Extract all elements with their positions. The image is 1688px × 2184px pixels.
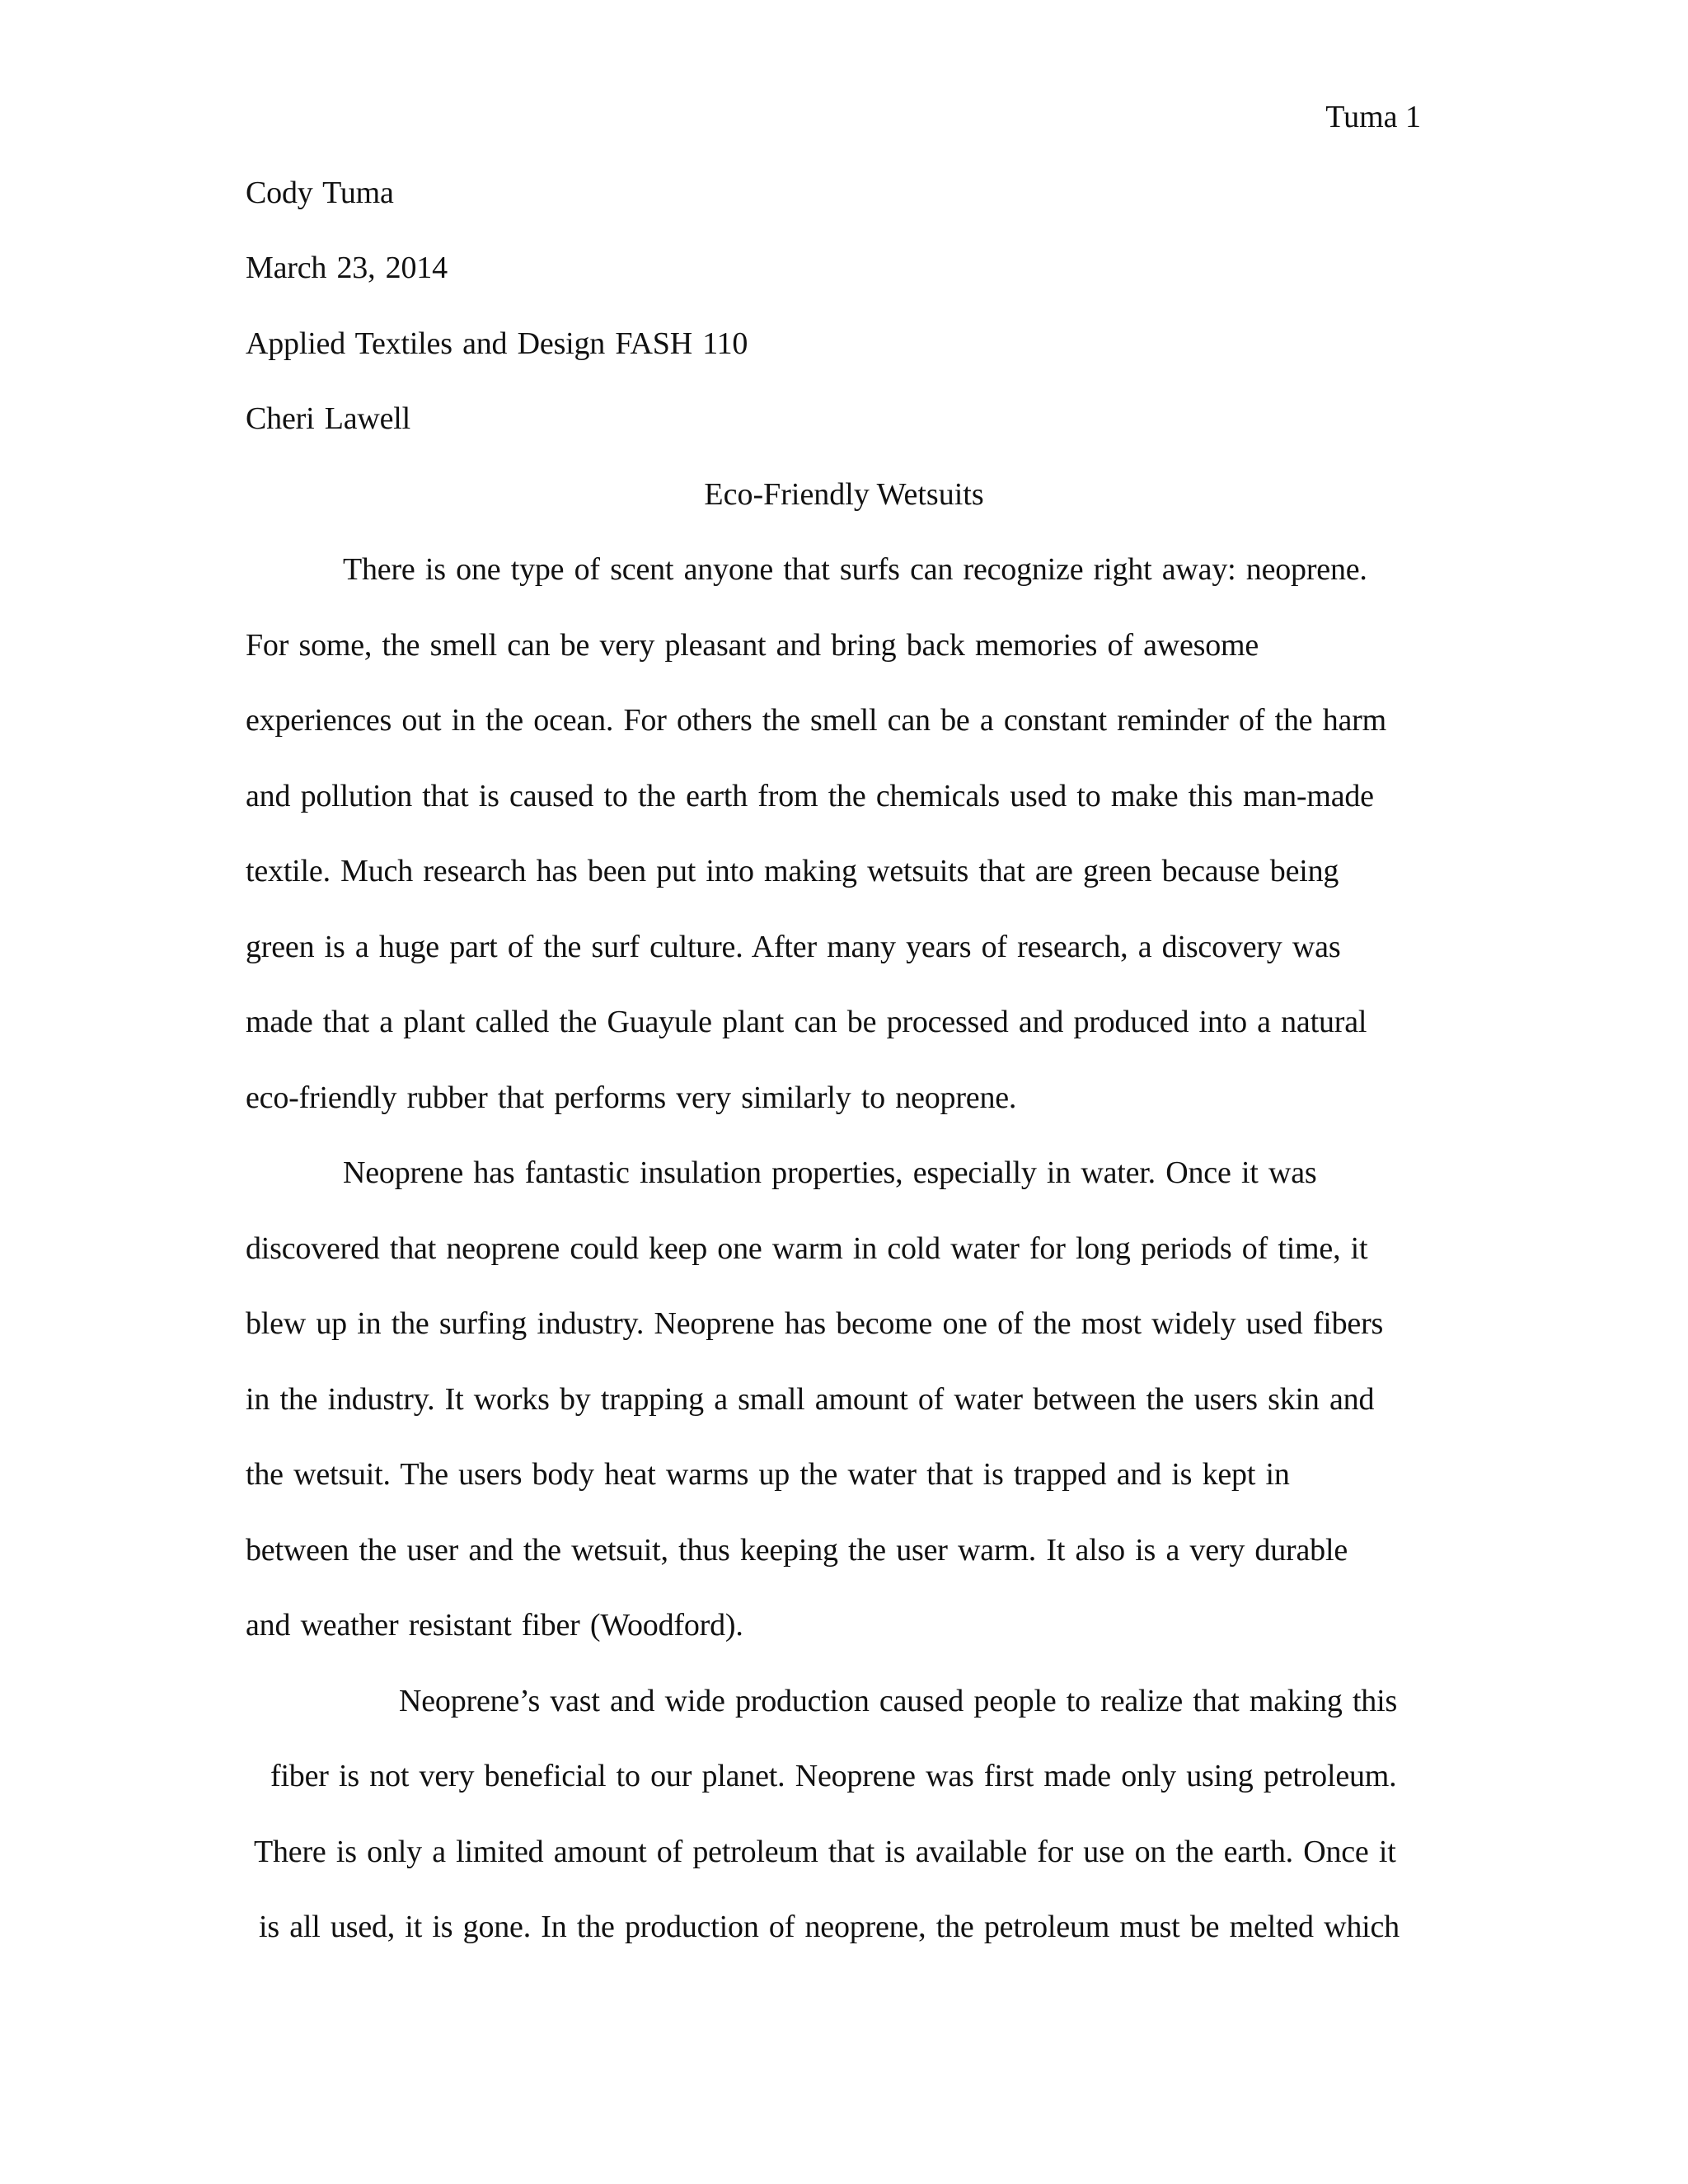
author-name: Cody Tuma	[246, 176, 394, 210]
paragraph-line: made that a plant called the Guayule plant can be processed and produced into a natural	[246, 1005, 1367, 1039]
paragraph-line: fiber is not very beneficial to our planet. Neoprene was first made only using petroleum.	[270, 1759, 1397, 1793]
paragraph-line: in the industry. It works by trapping a small amount of water between the users skin and	[246, 1382, 1375, 1417]
paragraph-line: green is a huge part of the surf culture. After many years of research, a discovery was	[246, 930, 1341, 964]
paragraph-line: blew up in the surfing industry. Neoprene has become one of the most widely used fibers	[246, 1306, 1384, 1341]
paragraph-line: between the user and the wetsuit, thus keeping the user warm. It also is a very durable	[246, 1533, 1348, 1568]
paragraph-line: textile. Much research has been put into making wetsuits that are green because being	[246, 854, 1339, 888]
paragraph-line: the wetsuit. The users body heat warms up the water that is trapped and is kept in	[246, 1457, 1290, 1492]
paragraph-line: discovered that neoprene could keep one warm in cold water for long periods of time, it	[246, 1231, 1368, 1266]
course-name: Applied Textiles and Design FASH 110	[246, 326, 748, 361]
paragraph-line: and weather resistant fiber (Woodford).	[246, 1608, 743, 1643]
paragraph-line: There is only a limited amount of petroleum that is available for use on the earth. Once it	[254, 1835, 1396, 1869]
page-number: Tuma 1	[1325, 100, 1421, 134]
paragraph-line: Neoprene’s vast and wide production caused people to realize that making this	[399, 1684, 1398, 1718]
paragraph-line: Neoprene has fantastic insulation properties, especially in water. Once it was	[343, 1155, 1317, 1190]
paragraph-line: For some, the smell can be very pleasant and bring back memories of awesome	[246, 628, 1259, 663]
paragraph-line: experiences out in the ocean. For others the smell can be a constant reminder of the harm	[246, 703, 1386, 738]
paragraph-line: and pollution that is caused to the earth from the chemicals used to make this man-made	[246, 779, 1374, 813]
instructor-name: Cheri Lawell	[246, 401, 411, 436]
essay-title: Eco-Friendly Wetsuits	[704, 477, 984, 512]
paragraph-line: There is one type of scent anyone that surfs can recognize right away: neoprene.	[343, 552, 1367, 587]
date: March 23, 2014	[246, 251, 448, 285]
paragraph-line: is all used, it is gone. In the production of neoprene, the petroleum must be melted which	[259, 1910, 1400, 1944]
paragraph-line: eco-friendly rubber that performs very similarly to neoprene.	[246, 1080, 1017, 1115]
